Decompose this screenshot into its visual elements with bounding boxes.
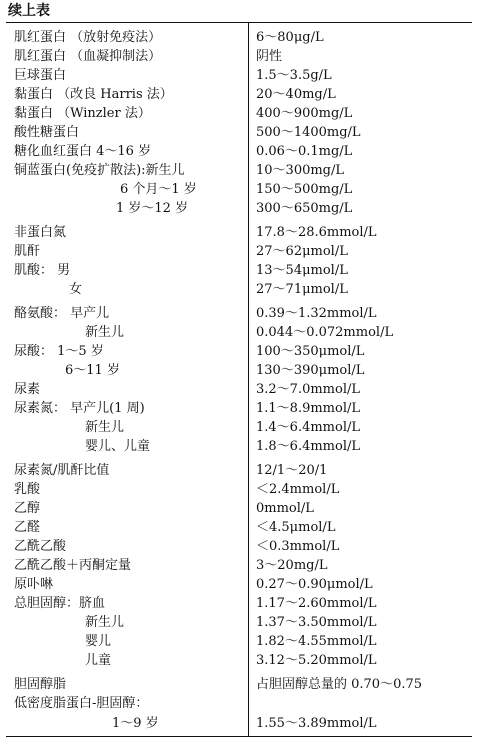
table-row [0, 342, 479, 361]
reference-value: 1.1～8.9mmol/L [256, 401, 361, 416]
test-item-label: 6 个月～1 岁 [120, 182, 197, 197]
reference-value: 0.27～0.90μmol/L [256, 577, 373, 592]
test-item-label: 肌酸： 男 [14, 263, 71, 278]
reference-value: 3.12～5.20mmol/L [256, 653, 377, 668]
reference-value: 0.044～0.072mmol/L [256, 325, 394, 340]
test-item-label: 肌红蛋白 （血凝抑制法） [14, 49, 162, 64]
test-item-label: 黏蛋白 （Winzler 法） [14, 106, 151, 121]
reference-value: 150～500mg/L [256, 182, 353, 197]
reference-value: 1.5～3.5g/L [256, 68, 332, 83]
test-item-label: 女 [69, 282, 83, 297]
reference-value: 阴性 [256, 49, 283, 64]
test-item-label: 糖化血红蛋白 4～16 岁 [14, 144, 152, 159]
reference-value: 1.8～6.4mmol/L [256, 439, 361, 454]
table-row [0, 47, 479, 66]
reference-value: ＜4.5μmol/L [256, 520, 336, 535]
test-item-label: 尿素氮： 早产儿(1 周) [14, 401, 145, 416]
reference-value: 0mmol/L [256, 501, 314, 516]
test-item-label: 新生儿 [85, 325, 125, 340]
table-row [0, 142, 479, 161]
test-item-label: 尿素氮/肌酐比值 [14, 463, 110, 478]
reference-value: 6～80μg/L [256, 30, 324, 45]
table-row [0, 85, 479, 104]
reference-value: 占胆固醇总量的 0.70～0.75 [256, 677, 423, 692]
reference-value: 27～71μmol/L [256, 282, 348, 297]
table-row [0, 199, 479, 218]
reference-value: 1.82～4.55mmol/L [256, 634, 377, 649]
table-row [0, 499, 479, 518]
table-row [0, 361, 479, 380]
table-row [0, 418, 479, 437]
reference-value: 17.8～28.6mmol/L [256, 225, 377, 240]
table-row [0, 280, 479, 299]
reference-value: ＜2.4mmol/L [256, 482, 340, 497]
reference-value: 3.2～7.0mmol/L [256, 382, 361, 397]
test-item-label: 肌酐 [14, 244, 41, 259]
test-item-label: 乙醇 [14, 501, 41, 516]
test-item-label: 乙酰乙酸＋丙酮定量 [14, 558, 132, 573]
reference-value: 10～300mg/L [256, 163, 345, 178]
test-item-label: 酸性糖蛋白 [14, 125, 80, 140]
reference-value: 3～20mg/L [256, 558, 328, 573]
reference-value: 0.39～1.32mmol/L [256, 306, 377, 321]
table-row [0, 104, 479, 123]
test-item-label: 尿素 [14, 382, 41, 397]
test-item-label: 乳酸 [14, 482, 41, 497]
table-row [0, 161, 479, 180]
table-row [0, 613, 479, 632]
table-caption: 续上表 [8, 3, 50, 19]
test-item-label: 总胆固醇：脐血 [14, 596, 106, 611]
table-row [0, 261, 479, 280]
table-row [0, 399, 479, 418]
test-item-label: 儿童 [85, 653, 112, 668]
reference-value: 13～54μmol/L [256, 263, 348, 278]
reference-value: ＜0.3mmol/L [256, 539, 340, 554]
table-row [0, 242, 479, 261]
table-row [0, 651, 479, 670]
table-row [0, 461, 479, 480]
table-row [0, 594, 479, 613]
table-row [0, 518, 479, 537]
table-top-rule [6, 22, 472, 23]
test-item-label: 新生儿 [85, 615, 125, 630]
table-row [0, 714, 479, 733]
test-item-label: 1 岁～12 岁 [116, 201, 189, 216]
test-item-label: 乙酰乙酸 [14, 539, 67, 554]
table-row [0, 675, 479, 694]
test-item-label: 1～9 岁 [112, 716, 159, 731]
table-row [0, 28, 479, 47]
test-item-label: 巨球蛋白 [14, 68, 67, 83]
table-row [0, 632, 479, 651]
table-row [0, 123, 479, 142]
table-row [0, 480, 479, 499]
test-item-label: 非蛋白氮 [14, 225, 67, 240]
test-item-label: 酪氨酸： 早产儿 [14, 306, 110, 321]
reference-value: 1.55～3.89mmol/L [256, 716, 377, 731]
test-item-label: 婴儿、儿童 [85, 439, 151, 454]
reference-value: 100～350μmol/L [256, 344, 365, 359]
table-row [0, 537, 479, 556]
test-item-label: 黏蛋白 （改良 Harris 法） [14, 87, 173, 102]
table-row [0, 437, 479, 456]
table-row [0, 304, 479, 323]
reference-value: 20～40mg/L [256, 87, 336, 102]
reference-value: 400～900mg/L [256, 106, 353, 121]
table-row [0, 575, 479, 594]
table-row [0, 180, 479, 199]
reference-value: 1.37～3.50mmol/L [256, 615, 377, 630]
reference-value: 0.06～0.1mg/L [256, 144, 353, 159]
test-item-label: 低密度脂蛋白-胆固醇： [14, 696, 149, 711]
table-row [0, 556, 479, 575]
table-row [0, 223, 479, 242]
reference-value: 1.17～2.60mmol/L [256, 596, 377, 611]
reference-value: 27～62μmol/L [256, 244, 348, 259]
test-item-label: 乙醛 [14, 520, 41, 535]
test-item-label: 原卟啉 [14, 577, 54, 592]
test-item-label: 新生儿 [85, 420, 125, 435]
reference-value: 130～390μmol/L [256, 363, 365, 378]
table-row [0, 323, 479, 342]
test-item-label: 婴儿 [85, 634, 112, 649]
test-item-label: 6～11 岁 [65, 363, 120, 378]
table-row [0, 694, 479, 713]
reference-value: 12/1～20/1 [256, 463, 328, 478]
test-item-label: 胆固醇脂 [14, 677, 67, 692]
reference-value: 300～650mg/L [256, 201, 353, 216]
table-row [0, 66, 479, 85]
reference-value: 1.4～6.4mmol/L [256, 420, 361, 435]
test-item-label: 肌红蛋白 （放射免疫法） [14, 30, 162, 45]
test-item-label: 铜蓝蛋白(免疫扩散法):新生儿 [14, 163, 185, 178]
table-bottom-rule [6, 736, 472, 737]
reference-value: 500～1400mg/L [256, 125, 361, 140]
table-row [0, 380, 479, 399]
test-item-label: 尿酸： 1～5 岁 [14, 344, 104, 359]
